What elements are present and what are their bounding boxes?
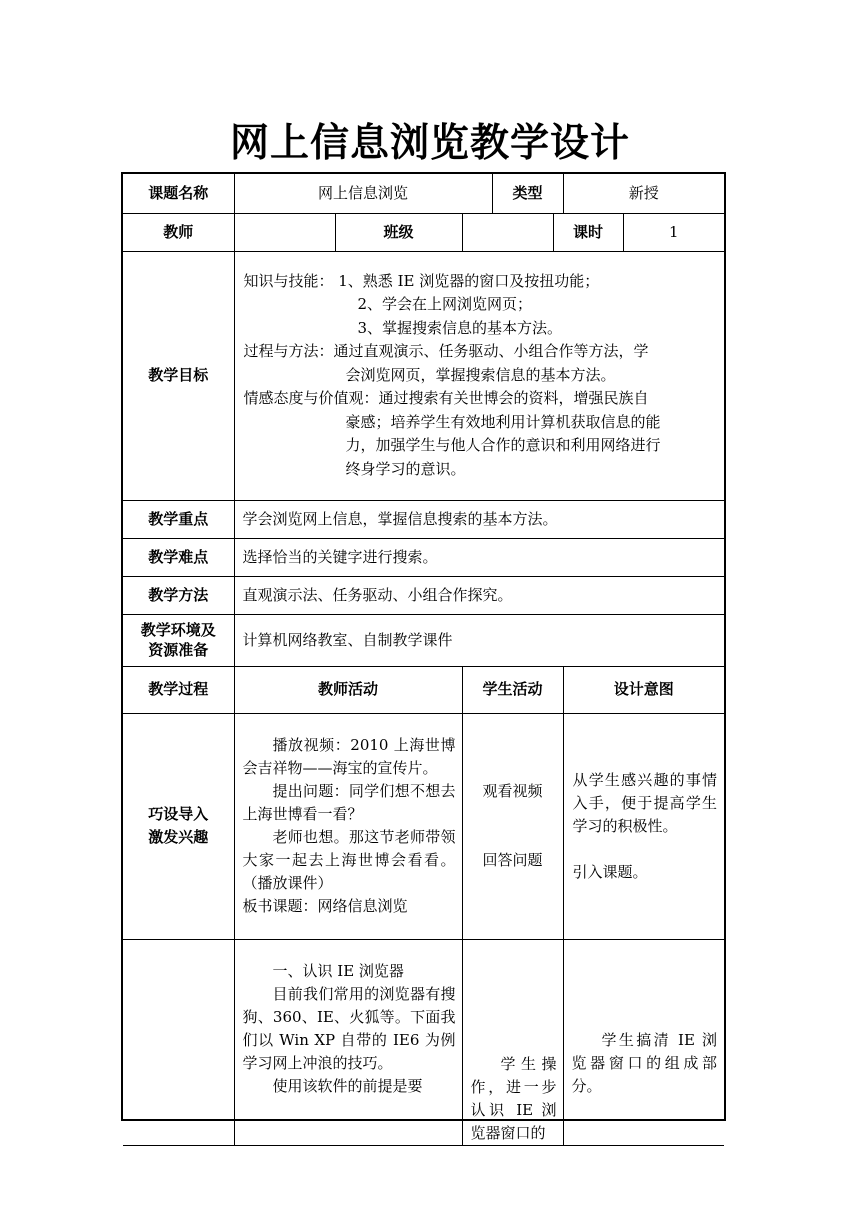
stage1-teacher-paragraph: 老师也想。那这节老师带领大家一起去上海世博会看看。（播放课件） (242, 828, 456, 892)
process-header-intent: 设计意图 (563, 666, 724, 713)
stage1-intent (563, 713, 724, 939)
topic-row (123, 174, 724, 213)
process-header-process: 教学过程 (123, 666, 234, 713)
goals-content (234, 251, 724, 500)
goal-line: 3、掌握搜索信息的基本方法。 (357, 318, 563, 337)
goal-line: 力，加强学生与他人合作的意识和利用网络进行 (345, 436, 661, 455)
environment-label-line: 资源准备 (148, 641, 209, 659)
class-value (462, 213, 553, 251)
stage2-intent-text: 学生搞清 IE 浏览器窗口的组成部分。 (571, 1030, 718, 1095)
stage1-teacher-paragraph: 提出问题：同学们想不想去上海世博看一看？ (242, 782, 456, 823)
stage1-teacher (234, 713, 462, 939)
environment-value: 计算机网络教室、自制教学课件 (234, 614, 724, 666)
type-label: 类型 (492, 174, 563, 213)
key-point-value: 学会浏览网上信息，掌握信息搜索的基本方法。 (234, 500, 724, 538)
type-value: 新授 (563, 174, 724, 213)
class-label: 班级 (335, 213, 462, 251)
goal-line: 终身学习的意识。 (345, 459, 466, 478)
stage2-teacher-paragraph: 一、认识 IE 浏览器 (272, 961, 404, 980)
environment-label-line: 教学环境及 (140, 621, 216, 639)
stage1-intent-text: 从学生感兴趣的事情入手，便于提高学生学习的积极性。 (572, 770, 718, 835)
stage1-student (462, 713, 563, 939)
environment-label (123, 614, 234, 666)
topic-label: 课题名称 (123, 174, 234, 213)
stage2-teacher-paragraph: 使用该软件的前提是要 (272, 1076, 423, 1095)
teacher-value (234, 213, 335, 251)
topic-value: 网上信息浏览 (234, 174, 492, 213)
goal-line: 知识与技能： 1、熟悉 IE 浏览器的窗口及按扭功能； (243, 271, 600, 290)
method-value: 直观演示法、任务驱动、小组合作探究。 (234, 576, 724, 614)
difficulty-row (123, 538, 724, 576)
stage2-row (123, 939, 724, 1145)
stage2-intent (563, 939, 724, 1145)
stage1-row (123, 713, 724, 939)
hours-value: 1 (623, 213, 724, 251)
goal-line: 会浏览网页，掌握搜索信息的基本方法。 (345, 365, 616, 384)
goals-row (123, 251, 724, 500)
stage1-student-item: 回答问题 (482, 851, 543, 869)
goal-line: 2、学会在上网浏览网页； (357, 295, 533, 314)
key-point-label: 教学重点 (123, 500, 234, 538)
page-title: 网上信息浏览教学设计 (229, 121, 630, 166)
goal-line: 豪感；培养学生有效地利用计算机获取信息的能 (345, 412, 661, 431)
environment-row (123, 614, 724, 666)
stage1-label-line: 巧设导入 (148, 805, 209, 823)
stage2-label (123, 939, 234, 1145)
method-row (123, 576, 724, 614)
goal-line: 过程与方法：通过直观演示、任务驱动、小组合作等方法，学 (243, 342, 649, 361)
stage1-teacher-paragraph: 板书课题：网络信息浏览 (242, 897, 408, 915)
teacher-row (123, 213, 724, 251)
process-header-student: 学生活动 (462, 666, 563, 713)
key-point-row (123, 500, 724, 538)
stage2-student-text: 学生操作，进一步认识 IE 浏览器窗口的 (470, 1054, 557, 1142)
stage2-teacher (234, 939, 462, 1145)
lesson-plan-table (121, 172, 726, 1142)
stage2-teacher-paragraph: 目前我们常用的浏览器有搜狗、360、IE、火狐等。下面我们以 Win XP 自带的 IE6 为例学习网上冲浪的技巧。 (242, 984, 456, 1072)
difficulty-label: 教学难点 (123, 538, 234, 576)
method-label: 教学方法 (123, 576, 234, 614)
goals-label: 教学目标 (123, 251, 234, 500)
stage1-label (123, 713, 234, 939)
goal-line: 情感态度与价值观：通过搜索有关世博会的资料，增强民族自 (243, 389, 649, 408)
stage1-teacher-paragraph: 播放视频：2010 上海世博会吉祥物——海宝的宣传片。 (242, 736, 456, 777)
stage2-student (462, 939, 563, 1145)
stage1-intent-text: 引入课题。 (572, 862, 648, 881)
hours-label: 课时 (553, 213, 623, 251)
stage1-student-item: 观看视频 (482, 782, 543, 800)
stage1-label-line: 激发兴趣 (148, 828, 209, 846)
process-header-row (123, 666, 724, 713)
process-header-teacher: 教师活动 (234, 666, 462, 713)
difficulty-value: 选择恰当的关键字进行搜索。 (234, 538, 724, 576)
teacher-label: 教师 (123, 213, 234, 251)
